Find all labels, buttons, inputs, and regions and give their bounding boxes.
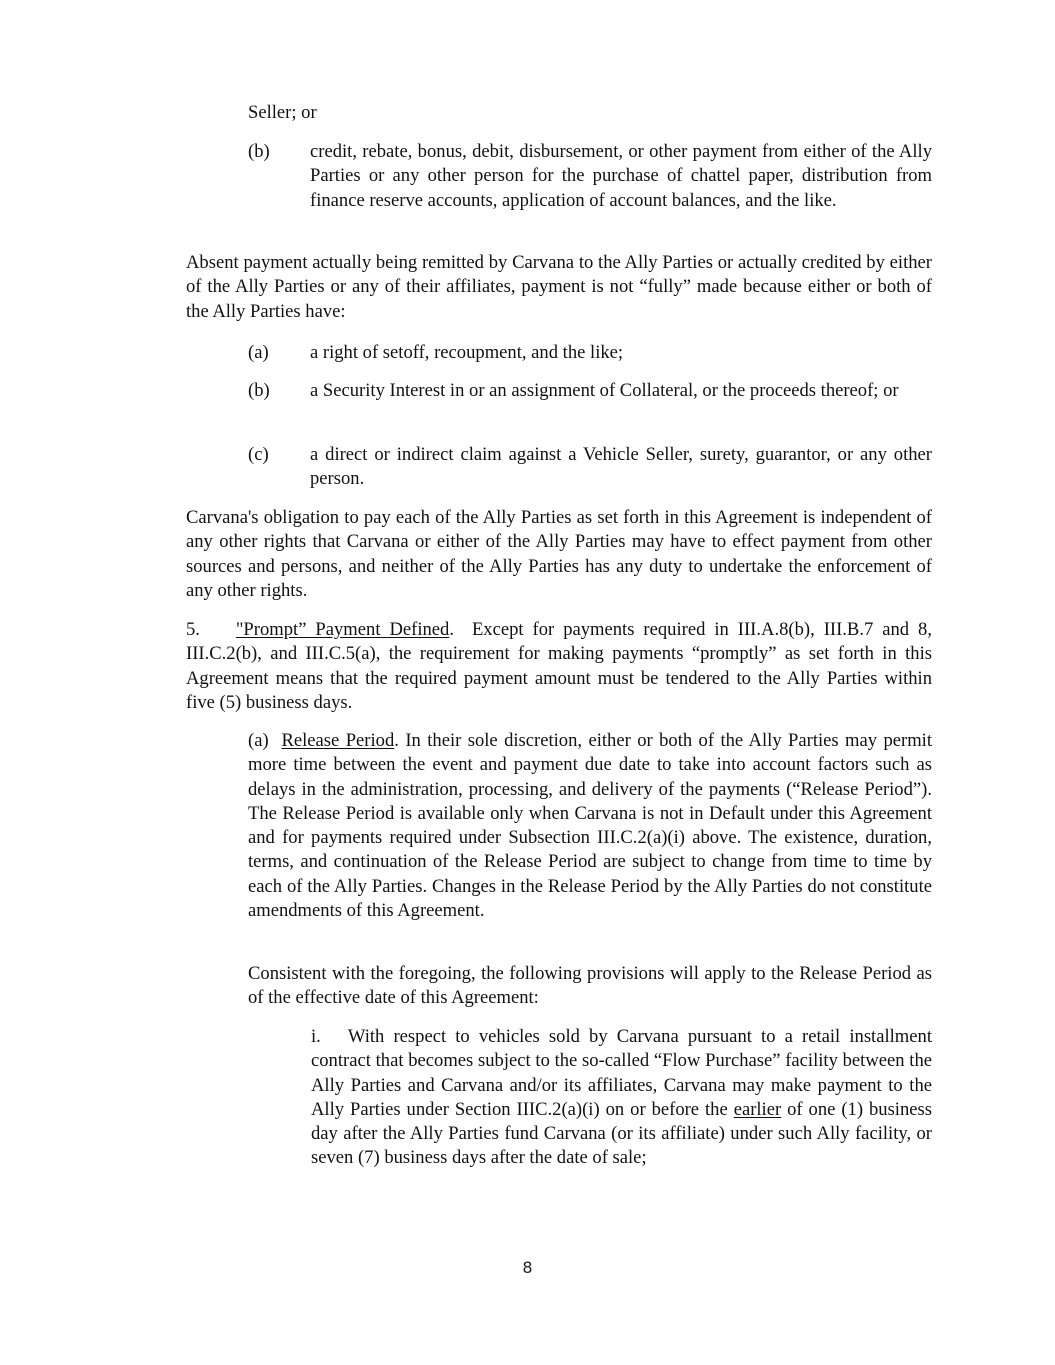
list-item-b-payment <box>248 140 932 213</box>
paragraph-consistent-provisions: Consistent with the foregoing, the following provisions will apply to the Release Period as of the effective date of this Agreement: <box>248 963 932 1009</box>
list-item-a-setoff <box>248 341 932 365</box>
list-item-label: (b) <box>248 380 270 401</box>
list-item-text: a direct or indirect claim against a Vehicle Seller, surety, guarantor, or any other person. <box>310 444 932 490</box>
heading-punctuation: . <box>449 619 454 640</box>
paragraph-carvana-obligation: Carvana's obligation to pay each of the Ally Parties as set forth in this Agreement is independent of any other rights that Carvana or either of the Ally Parties may have to effect payment from other sources and persons, and neither of the Ally Parties has any duty to undertake the enforcement of any other rights. <box>186 507 932 601</box>
subsection-label: (a) <box>248 730 269 751</box>
item-text-after: of one (1) business day after the Ally Parties fund Carvana (or its affiliate) under such Ally facility, or seven (7) business days after the date of sale; <box>311 1098 932 1169</box>
section-5-prompt-payment <box>186 618 932 715</box>
paragraph-absent-payment: Absent payment actually being remitted by Carvana to the Ally Parties or actually credited by either of the Ally Parties or any of their affiliates, payment is not “fully” made because either or both of the Ally Parties have: <box>186 252 932 322</box>
list-item-text: a Security Interest in or an assignment of Collateral, or the proceeds thereof; or <box>310 380 899 401</box>
list-item-text: credit, rebate, bonus, debit, disbursement, or other payment from either of the Ally Parties or any other person for the purchase of chattel paper, distribution from finance reserve accounts, application of account balances, and the like. <box>310 141 932 211</box>
list-item-text: a right of setoff, recoupment, and the like; <box>310 342 624 363</box>
section-body: Except for payments required in III.A.8(b), III.B.7 and 8, III.C.2(b), and III.C.5(a), the requirement for making payments “promptly” as set forth in this Agreement means that the required payment amount must be tendered to the Ally Parties within five (5) business days. <box>186 619 932 713</box>
list-item-label: (b) <box>248 141 270 162</box>
list-item-b-security-interest <box>248 379 932 403</box>
item-text-before: With respect to vehicles sold by Carvana pursuant to a retail installment contract that becomes subject to the so-called “Flow Purchase” facility between the Ally Parties and Carvana and/or its affiliates, Carvana may make payment to the Ally Parties under Section IIIC.2(a)(i) on or before the <box>311 1026 932 1120</box>
list-item-label: (a) <box>248 342 269 363</box>
list-item-label: (c) <box>248 444 269 465</box>
page-number: 8 <box>522 1258 533 1277</box>
subsection-heading: Release Period <box>281 730 395 751</box>
section-heading: "Prompt” Payment Defined <box>235 619 450 640</box>
subsection-body: In their sole discretion, either or both of the Ally Parties may permit more time between the event and payment due date to take into account factors such as delays in the administration, processing, and delivery of the payments (“Release Period”). The Release Period is available only when Carvana is not in Default under this Agreement and for payments required under Subsection III.C.2(a)(i) above. The existence, duration, terms, and continuation of the Release Period are subject to change from time to time by each of the Ally Parties. Changes in the Release Period by the Ally Parties do not constitute amendments of this Agreement. <box>248 730 933 922</box>
item-underlined-word: earlier <box>733 1098 782 1120</box>
list-item-c-claim <box>248 443 932 492</box>
subsection-a-release-period <box>248 729 932 923</box>
heading-punctuation: . <box>394 730 399 751</box>
item-i-flow-purchase <box>311 1025 932 1171</box>
continuation-text: Seller; or <box>248 102 317 123</box>
section-number: 5. <box>186 619 200 640</box>
item-label: i. <box>311 1026 321 1047</box>
